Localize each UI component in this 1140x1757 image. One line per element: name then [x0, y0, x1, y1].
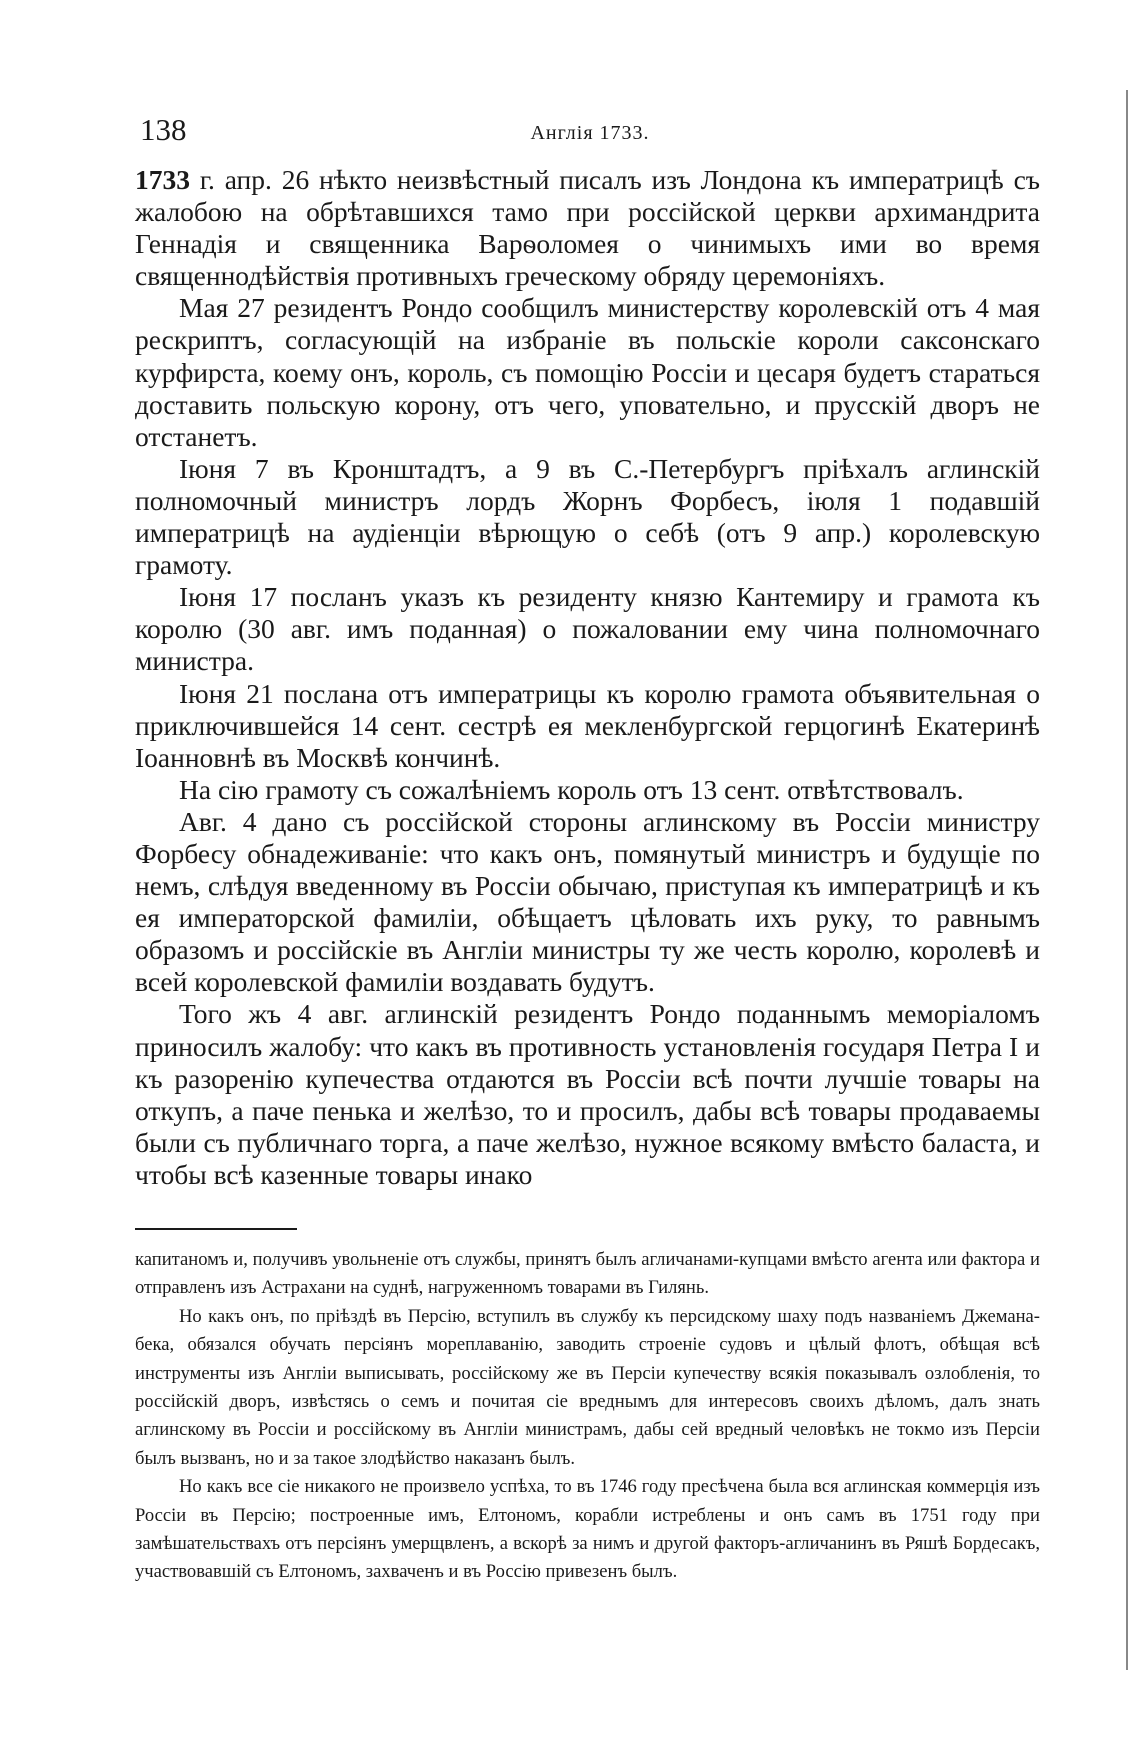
footnote-paragraph: Но какъ все сіе никакого не произвело успѣха, то въ 1746 году пресѣчена была вся аглинская коммерція изъ Россіи въ Персію; построенные имъ, Елтономъ, корабли истреблены и онъ самъ въ 1751 году при замѣшательствахъ отъ персіянъ умерщвленъ, а вскорѣ за нимъ и другой факторъ-агличанинъ въ Ряшѣ Бордесакъ, участвовавшій съ Елтономъ, захваченъ и въ Россію привезенъ былъ.: [135, 1476, 1040, 1583]
page-number: 138: [140, 112, 187, 147]
footnote-paragraph: Но какъ онъ, по пріѣздѣ въ Персію, вступилъ въ службу къ персидскому шаху подъ названіемъ Джемана-бека, обязался обучать персіянъ мореплаванію, заводить строеніе судовъ и цѣлый флотъ, обѣщая всѣ инструменты изъ Англіи выписывать, россійскому же въ Персіи купечеству всякія показывалъ озлобленія, то россійскій дворъ, извѣстясь о семъ и почитая сіе вреднымъ для интересовъ своихъ дѣломъ, далъ знать аглинскому въ Россіи и россійскому въ Англіи министрамъ, дабы сей вредный человѣкъ не токмо изъ Персіи былъ вызванъ, но и за такое злодѣйство наказанъ былъ.: [135, 1305, 1040, 1469]
footnote-divider: [135, 1228, 297, 1230]
paragraph-1733-apr-26: [135, 164, 1040, 292]
paragraph-june-7: Іюня 7 въ Кронштадтъ, а 9 въ С.-Петербургъ пріѣхалъ аглинскій полномочный министръ лордъ Жорнъ Форбесъ, іюля 1 подавшій императрицѣ на аудіенціи вѣрющую о себѣ (отъ 9 апр.) королевскую грамоту.: [135, 452, 1040, 581]
paragraph-text: г. апр. 26 нѣкто неизвѣстный писалъ изъ Лондона къ императрицѣ съ жалобою на обрѣтавшихся тамо при россійской церкви архимандрита Геннадія и священника Варѳоломея о чинимыхъ ими во время священнодѣйствія противныхъ греческому обряду церемоніяхъ.: [135, 164, 1040, 292]
paragraph-june-21: Іюня 21 послана отъ императрицы къ королю грамота объявительная о приключившейся 14 сент. сестрѣ ея мекленбургской герцогинѣ Екатеринѣ Іоанновнѣ въ Москвѣ кончинѣ.: [135, 677, 1040, 773]
main-text: [135, 164, 1040, 1191]
footnotes: [135, 1246, 1040, 1587]
year-lead: 1733: [135, 164, 190, 195]
footnote-continuation: капитаномъ и, получивъ увольненіе отъ службы, принятъ былъ агличанами-купцами вмѣсто агента или фактора и отправленъ изъ Астрахани на суднѣ, нагруженномъ товарами въ Гилянь.: [135, 1249, 1040, 1299]
paragraph-may-27: Мая 27 резидентъ Рондо сообщилъ министерству королевскій отъ 4 мая рескриптъ, согласующій на избраніе въ польскіе короли саксонскаго курфирста, коему онъ, король, съ помощію Россіи и цесаря будетъ стараться доставить польскую корону, отъ чего, уповательно, и прусскій дворъ не отстанетъ.: [135, 292, 1040, 452]
page-header: [140, 110, 1040, 158]
page-edge-line: [1126, 90, 1128, 1670]
running-title: Англія 1733.: [530, 122, 650, 144]
paragraph-aug-4: Авг. 4 дано съ россійской стороны аглинскому въ Россіи министру Форбесу обнадеживаніе: что какъ онъ, помянутый министръ и будущіе по немъ, слѣдуя введенному въ Россіи обычаю, приступая къ императрицѣ и къ ея императорской фамиліи, обѣщаетъ цѣловать ихъ руку, то равнымъ образомъ и россійскіе въ Англіи министры ту же честь королю, королевѣ и всей королевской фамиліи воздавать будутъ.: [135, 805, 1040, 998]
paragraph-king-reply: На сію грамоту съ сожалѣніемъ король отъ 13 сент. отвѣтствовалъ.: [179, 773, 964, 805]
paragraph-aug-4-rondo: Того жъ 4 авг. аглинскій резидентъ Рондо поданнымъ меморіаломъ приносилъ жалобу: что какъ въ противность установленія государя Петра I и къ разоренію купечества отдаются въ Россіи всѣ почти лучшіе товары на откупъ, а паче пенька и желѣзо, то и просилъ, дабы всѣ товары продаваемы были съ публичнаго торга, а паче желѣзо, нужное всякому вмѣсто баласта, и чтобы всѣ казенные товары инако: [135, 998, 1040, 1190]
paragraph-june-17: Іюня 17 посланъ указъ къ резиденту князю Кантемиру и грамота къ королю (30 авг. имъ поданная) о пожаловании ему чина полномочнаго министра.: [135, 581, 1040, 677]
